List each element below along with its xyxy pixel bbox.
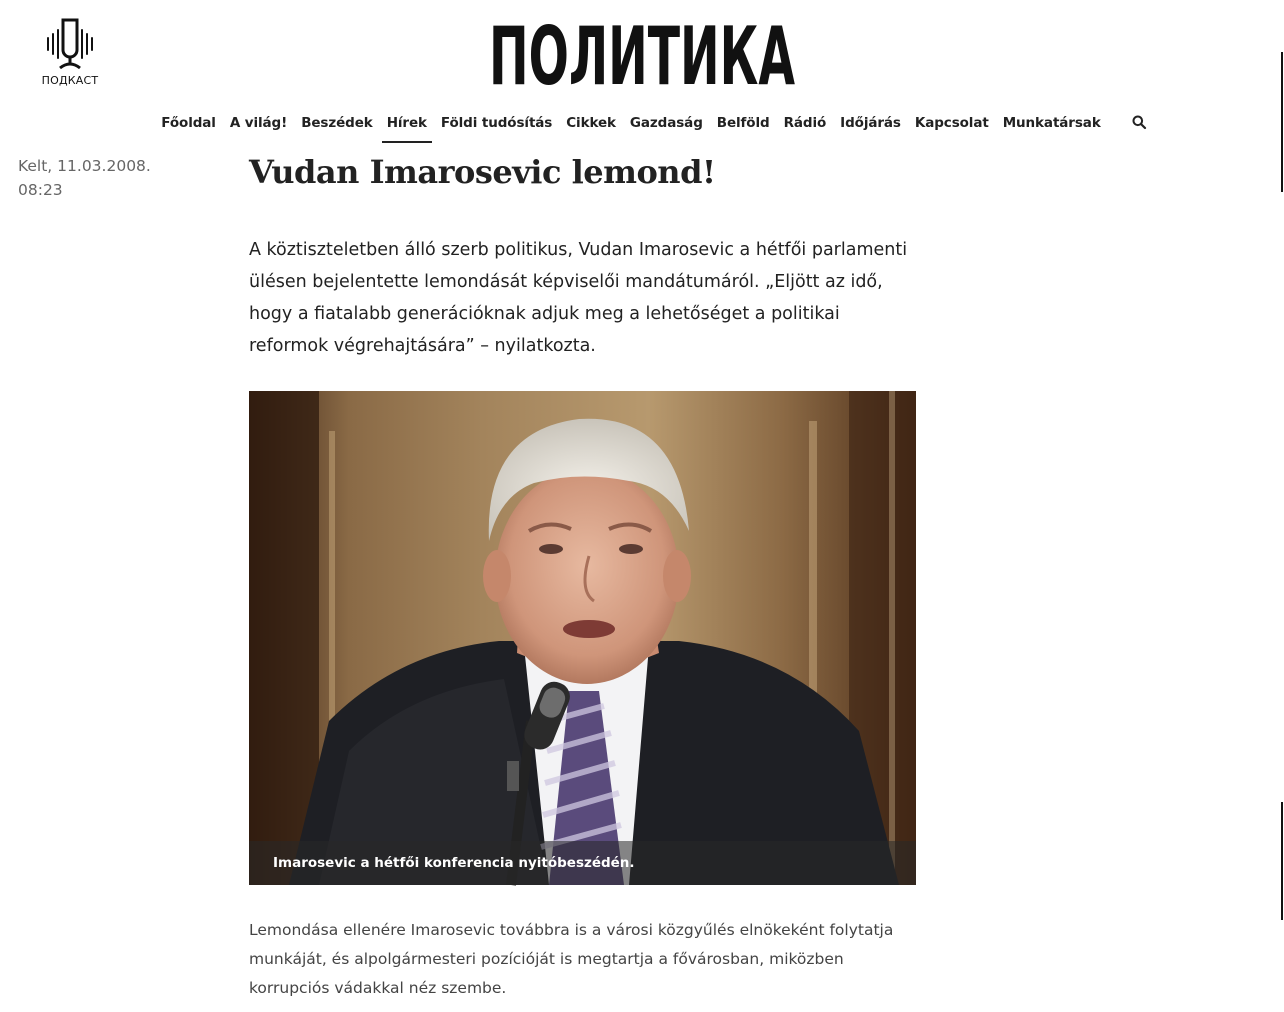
nav-list xyxy=(154,104,1107,143)
nav-item-időjárás[interactable]: Időjárás xyxy=(840,115,901,131)
nav-item-munkatársak[interactable]: Munkatársak xyxy=(1002,115,1101,131)
nav-item-főoldal[interactable]: Főoldal xyxy=(161,115,216,131)
nav-item-a-világ-[interactable]: A világ! xyxy=(229,115,288,131)
article-lead: A köztiszteletben álló szerb politikus, Vudan Imarosevic a hétfői parlamenti ülésen bejelentette lemondását képviselői mandátumáról. „Eljött az idő, hogy a fiatalabb generációknak adjuk meg a lehetőséget a politikai reformok végrehajtására” – nyilatkozta. xyxy=(249,240,908,356)
nav-item-hírek[interactable]: Hírek xyxy=(380,104,434,143)
speaker-photo xyxy=(249,391,916,885)
main-nav xyxy=(0,104,1284,148)
image-caption: Imarosevic a hétfői konferencia nyitóbeszédén. xyxy=(249,841,916,885)
nav-item-gazdaság[interactable]: Gazdaság xyxy=(629,115,703,131)
nav-item-földi-tudósítás[interactable]: Földi tudósítás xyxy=(440,115,553,131)
article-headline: Vudan Imarosevic lemond! xyxy=(249,153,716,191)
site-logo[interactable] xyxy=(486,10,798,103)
scroll-marker-bottom xyxy=(1281,802,1283,920)
nav-item-cikkek[interactable]: Cikkek xyxy=(566,115,616,131)
search-icon xyxy=(1132,115,1146,129)
article-body: Lemondása ellenére Imarosevic továbbra is a városi közgyűlés elnökeként folytatja munkáját, és alpolgármesteri pozícióját is megtartja a fővárosban, miközben korrupciós vádakkal néz szembe. xyxy=(249,921,894,997)
podcast-label: ПОДКАСТ xyxy=(41,74,99,87)
nav-item-belföld[interactable]: Belföld xyxy=(716,115,770,131)
article-time-line: 08:23 xyxy=(18,181,63,199)
nav-search-button[interactable] xyxy=(1126,104,1152,140)
podcast-link[interactable] xyxy=(40,16,100,87)
article-date xyxy=(18,154,198,202)
nav-item-rádió[interactable]: Rádió xyxy=(783,115,827,131)
article xyxy=(249,150,917,997)
nav-item-kapcsolat[interactable]: Kapcsolat xyxy=(914,115,989,131)
podcast-microphone-icon xyxy=(44,16,96,72)
article-image[interactable] xyxy=(249,391,916,885)
scroll-marker-top xyxy=(1281,52,1283,192)
site-logo-text: ПОЛИТИКА xyxy=(489,10,796,103)
nav-item-beszédek[interactable]: Beszédek xyxy=(301,115,373,131)
article-date-line: Kelt, 11.03.2008. xyxy=(18,157,151,175)
